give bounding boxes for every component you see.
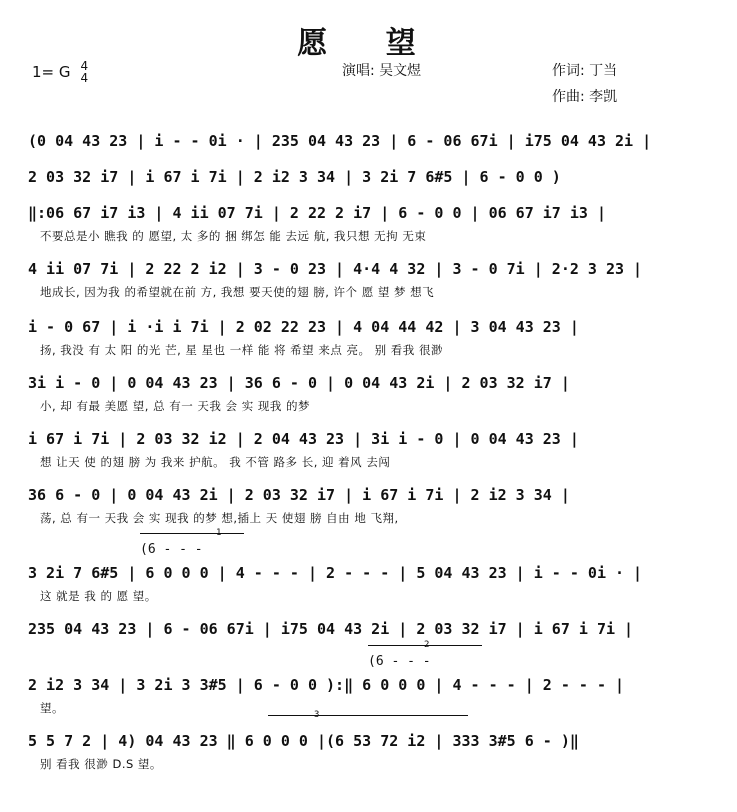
key-signature — [32, 60, 88, 84]
time-signature-top: 4 — [80, 59, 89, 73]
volta-2 — [368, 640, 431, 669]
notation: 235 04 43 23 | 6 - 06 67i | i75 04 43 2i | 2 03 32 i7 | i 67 i 7i | — [28, 620, 634, 638]
volta-1 — [140, 528, 222, 557]
lyrics: 荡, 总 有一 天我 会 实 现我 的梦 想,插上 天 使翅 膀 自由 地 飞翔, — [40, 511, 399, 525]
volta-bracket — [268, 715, 468, 716]
lyrics: 不要总是小 瞧我 的 愿望, 太 多的 捆 绑怎 能 去远 航, 我只想 无拘 无束 — [40, 229, 427, 243]
notation: 2 i2 3 34 | 3 2i 3 3#5 | 6 - 0 0 ):‖ 6 0 0 0 | 4 - - - | 2 - - - | — [28, 676, 625, 694]
composer-credit: 作曲: 李凯 — [552, 89, 618, 105]
singer-credit: 演唱: 吴文煜 — [342, 63, 422, 79]
lyrics: 这 就是 我 的 愿 望。 — [40, 589, 157, 603]
volta-number: 1 — [216, 528, 222, 538]
notation: i - 0 67 | i ·i i 7i | 2 02 22 23 | 4 04 44 42 | 3 04 43 23 | — [28, 318, 579, 336]
lyrics: 想 让天 使 的翅 膀 为 我来 护航。 我 不管 路多 长, 迎 着风 去闯 — [40, 455, 391, 469]
lyricist-credit: 作词: 丁当 — [552, 63, 618, 79]
volta-notes: (6 - - - — [368, 654, 431, 669]
volta-bracket — [368, 645, 482, 646]
notation: i 67 i 7i | 2 03 32 i2 | 2 04 43 23 | 3i i - 0 | 0 04 43 23 | — [28, 430, 579, 448]
notation: 5 5 7 2 | 4) 04 43 23 ‖ 6 0 0 0 |(6 53 72 i2 | 333 3#5 6 - )‖ — [28, 732, 579, 750]
notation: 4 ii 07 7i | 2 22 2 i2 | 3 - 0 23 | 4·4 4 32 | 3 - 0 7i | 2·2 3 23 | — [28, 260, 643, 278]
volta-notes: (6 - - - — [140, 542, 203, 557]
notation: 36 6 - 0 | 0 04 43 2i | 2 03 32 i7 | i 67 i 7i | 2 i2 3 34 | — [28, 486, 570, 504]
lyrics: 望。 — [40, 701, 64, 715]
lyrics: 扬, 我没 有 太 阳 的光 芒, 星 星也 一样 能 将 希望 来点 亮。 别 看我 很渺 — [40, 343, 443, 357]
volta-number: 3 — [314, 710, 320, 720]
notation: 3 2i 7 6#5 | 6 0 0 0 | 4 - - - | 2 - - - | 5 04 43 23 | i - - 0i · | — [28, 564, 643, 582]
notation: 2 03 32 i7 | i 67 i 7i | 2 i2 3 34 | 3 2i 7 6#5 | 6 - 0 0 ) — [28, 168, 561, 186]
notation: 3i i - 0 | 0 04 43 23 | 36 6 - 0 | 0 04 43 2i | 2 03 32 i7 | — [28, 374, 570, 392]
volta-bracket — [140, 533, 244, 534]
lyrics: 地成长, 因为我 的希望就在前 方, 我想 要天使的翅 膀, 许个 愿 望 梦 想飞 — [40, 285, 435, 299]
lyrics: 别 看我 很渺 D.S 望。 — [40, 757, 162, 771]
notation: (0 04 43 23 | i - - 0i · | 235 04 43 23 | 6 - 06 67i | i75 04 43 2i | — [28, 132, 652, 150]
time-signature-bottom: 4 — [80, 71, 89, 85]
key-label: 1= G — [32, 63, 71, 81]
lyrics: 小, 却 有最 美愿 望, 总 有一 天我 会 实 现我 的梦 — [40, 399, 311, 413]
song-title: 愿 望 — [297, 26, 440, 61]
notation: ‖:06 67 i7 i3 | 4 ii 07 7i | 2 22 2 i7 | 6 - 0 0 | 06 67 i7 i3 | — [28, 204, 606, 222]
volta-number: 2 — [424, 640, 430, 650]
time-signature — [81, 60, 89, 84]
